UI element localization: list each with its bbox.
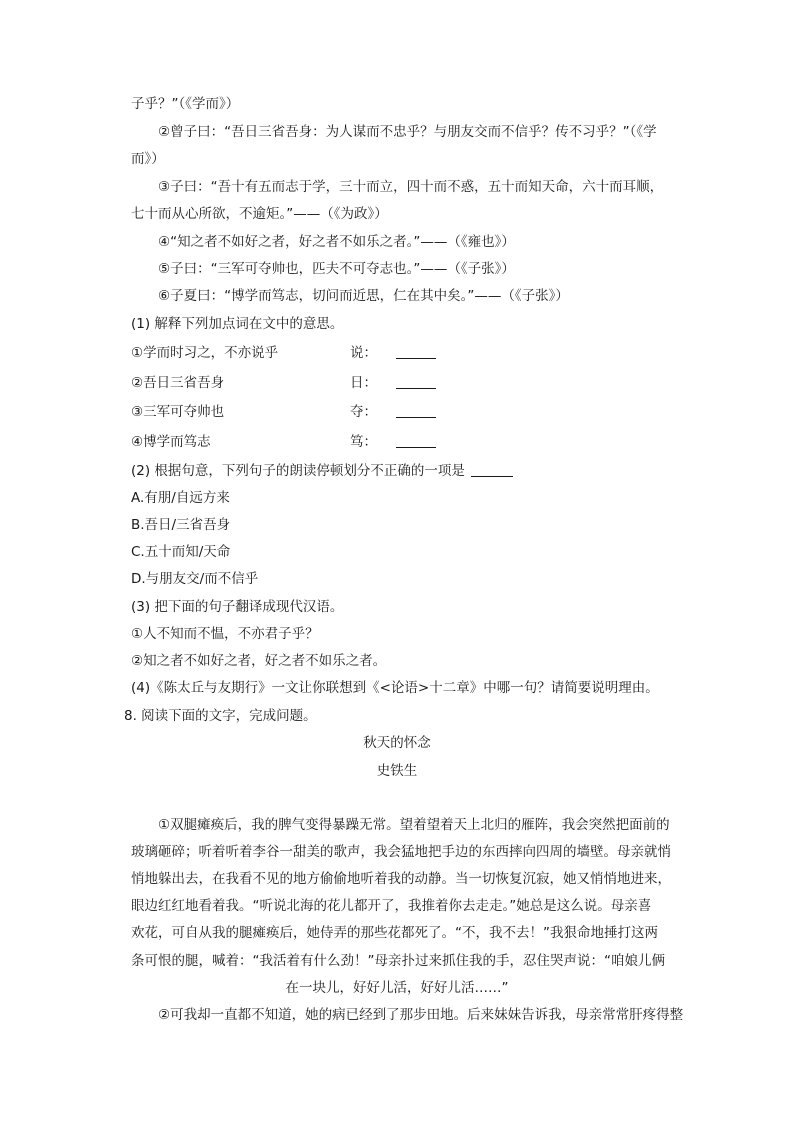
text-line: ⑤子曰：“三军可夺帅也，匹夫不可夺志也。”——（《子张》） [158,261,515,277]
text-line: 子乎？”（《学而》） [131,96,240,112]
paragraph-line: 欢花，可自从我的腿瘫痪后，她侍弄的那些花都死了。“不，我不去！”我狠命地捶打这两 [131,925,658,941]
answer-blank[interactable] [396,344,436,359]
text-line: 七十而从心所欲，不逾矩。”——（《为政》） [131,206,388,222]
item-sentence: ③三军可夺帅也 [131,404,225,420]
paragraph-line: 在一块儿，好好儿活，好好儿活……” [285,980,509,996]
question-3-item: ①人不知而不愠，不亦君子乎？ [131,626,319,642]
paragraph-line: ②可我却一直都不知道，她的病已经到了那步田地。后来妹妹告诉我，母亲常常肝疼得整 [158,1007,684,1023]
paragraph-line: 条可恨的腿，喊着：“我活着有什么劲！”母亲扑过来抓住我的手，忍住哭声说：“咱娘儿俩 [131,953,665,969]
item-word: 笃： [350,434,377,450]
question-1-item [131,343,436,363]
question-3-prompt: (3) 把下面的句子翻译成现代汉语。 [131,599,344,615]
option-b: B.吾日/三省吾身 [131,517,231,533]
item-sentence: ④博学而笃志 [131,434,211,450]
question-4-prompt: (4)《陈太丘与友期行》一文让你联想到《<论语>十二章》中哪一句？请简要说明理由。 [131,680,659,696]
option-c: C.五十而知/天命 [131,544,231,560]
text-line: ⑥子夏曰：“博学而笃志，切问而近思，仁在其中矣。”——（《子张》） [158,288,569,304]
item-word: 夺： [350,404,377,420]
text-line: ③子曰：“吾十有五而志于学，三十而立，四十而不惑，五十而知天命，六十而耳顺， [158,179,664,195]
paragraph-line: 眼边红红地看着我。“听说北海的花儿都开了，我推着你去走走。”她总是这么说。母亲喜 [131,898,652,914]
question-1-item [131,373,436,393]
question-1-item [131,402,436,422]
question-1-item [131,432,436,452]
answer-blank[interactable] [396,433,436,448]
option-a: A.有朋/自远方来 [131,490,230,506]
text-line: ②曾子曰：“吾日三省吾身：为人谋而不忠乎？与朋友交而不信乎？传不习乎？”（《学 [158,124,657,140]
paragraph-line: ①双腿瘫痪后，我的脾气变得暴躁无常。望着望着天上北归的雁阵，我会突然把面前的 [158,817,670,833]
text-line: ④“知之者不如好之者，好之者不如乐之者。”——（《雍也》） [158,234,515,250]
option-d: D.与朋友交/而不信乎 [131,571,259,587]
article-title: 秋天的怀念 [363,735,431,751]
item-sentence: ①学而时习之，不亦说乎 [131,345,279,361]
article-author: 史铁生 [376,763,418,779]
question-2-prompt: (2) 根据句意，下列句子的朗读停顿划分不正确的一项是 [131,463,465,479]
answer-blank[interactable] [471,462,513,477]
answer-blank[interactable] [396,403,436,418]
text-line: 而》） [131,151,165,167]
answer-blank[interactable] [396,374,436,389]
paragraph-line: 悄地躲出去，在我看不见的地方偷偷地听着我的动静。当一切恢复沉寂，她又悄悄地进来， [131,871,671,887]
question-2 [131,461,513,481]
question-1-prompt: (1) 解释下列加点词在文中的意思。 [131,316,344,332]
item-word: 日： [350,375,377,391]
question-8-prompt: 8. 阅读下面的文字，完成问题。 [124,708,317,724]
paragraph-line: 玻璃砸碎；听着听着李谷一甜美的歌声，我会猛地把手边的东西摔向四周的墙壁。母亲就悄 [131,844,671,860]
item-sentence: ②吾日三省吾身 [131,375,225,391]
question-3-item: ②知之者不如好之者，好之者不如乐之者。 [131,653,387,669]
item-word: 说： [350,345,377,361]
